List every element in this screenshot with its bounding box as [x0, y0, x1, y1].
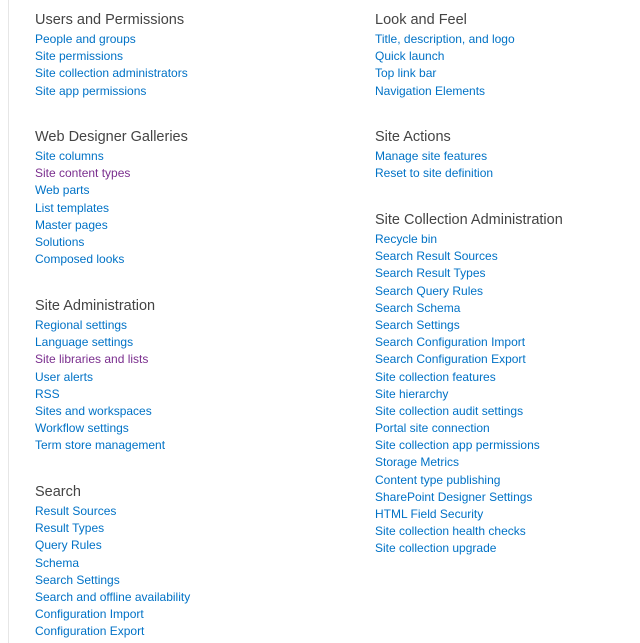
link-regional-settings[interactable]: Regional settings [35, 318, 128, 332]
link-search-schema[interactable]: Search Schema [375, 300, 461, 315]
link-search-configuration-import[interactable]: Search Configuration Import [375, 335, 526, 350]
link-item [375, 265, 635, 282]
link-workflow-settings[interactable]: Workflow settings [35, 421, 129, 436]
page-left-border [8, 0, 9, 643]
link-schema[interactable]: Schema [35, 555, 80, 570]
link-manage-site-features[interactable]: Manage site features [375, 149, 488, 163]
link-item [35, 351, 335, 368]
link-configuration-import[interactable]: Configuration Import [35, 607, 144, 622]
link-site-collection-upgrade[interactable]: Site collection upgrade [375, 541, 497, 556]
link-list-site-actions [375, 148, 635, 182]
link-site-collection-health-checks[interactable]: Site collection health checks [375, 524, 526, 539]
link-user-alerts[interactable]: User alerts [35, 369, 94, 384]
link-site-app-permissions[interactable]: Site app permissions [35, 83, 147, 98]
link-composed-looks[interactable]: Composed looks [35, 252, 125, 267]
link-site-hierarchy[interactable]: Site hierarchy [375, 386, 449, 401]
link-item [35, 31, 335, 48]
link-query-rules[interactable]: Query Rules [35, 538, 102, 553]
link-item [375, 403, 635, 420]
link-recycle-bin[interactable]: Recycle bin [375, 232, 438, 246]
link-configuration-export[interactable]: Configuration Export [35, 624, 145, 639]
link-item [35, 589, 335, 606]
link-item [375, 165, 635, 182]
link-rss[interactable]: RSS [35, 386, 60, 401]
link-list-users-and-permissions [35, 31, 335, 100]
section-title-web-designer-galleries: Web Designer Galleries [35, 129, 188, 145]
section-site-actions [375, 128, 635, 182]
link-result-sources[interactable]: Result Sources [35, 504, 117, 518]
link-item [35, 437, 335, 454]
link-item [35, 520, 335, 537]
link-item [35, 572, 335, 589]
link-search-query-rules[interactable]: Search Query Rules [375, 283, 484, 298]
link-site-permissions[interactable]: Site permissions [35, 49, 124, 64]
link-item [375, 248, 635, 265]
link-item [35, 234, 335, 251]
link-item [35, 555, 335, 572]
link-site-collection-app-permissions[interactable]: Site collection app permissions [375, 438, 540, 453]
link-list-site-collection-administration [375, 231, 635, 558]
link-language-settings[interactable]: Language settings [35, 335, 134, 350]
link-list-search [35, 503, 335, 641]
link-web-parts[interactable]: Web parts [35, 183, 90, 198]
section-look-and-feel [375, 11, 635, 100]
link-term-store-management[interactable]: Term store management [35, 438, 166, 453]
link-portal-site-connection[interactable]: Portal site connection [375, 421, 490, 436]
link-item [35, 83, 335, 100]
link-quick-launch[interactable]: Quick launch [375, 49, 445, 64]
link-sites-and-workspaces[interactable]: Sites and workspaces [35, 403, 152, 418]
link-storage-metrics[interactable]: Storage Metrics [375, 455, 460, 470]
link-search-and-offline-availability[interactable]: Search and offline availability [35, 589, 191, 604]
link-list-look-and-feel [375, 31, 635, 100]
link-solutions[interactable]: Solutions [35, 234, 85, 249]
link-item [35, 165, 335, 182]
link-item [375, 369, 635, 386]
link-item [375, 317, 635, 334]
link-item [35, 251, 335, 268]
link-search-configuration-export[interactable]: Search Configuration Export [375, 352, 526, 367]
link-site-libraries-and-lists[interactable]: Site libraries and lists [35, 352, 149, 367]
link-result-types[interactable]: Result Types [35, 521, 105, 536]
link-item [375, 437, 635, 454]
link-people-and-groups[interactable]: People and groups [35, 32, 136, 46]
link-item [375, 83, 635, 100]
link-item [35, 317, 335, 334]
link-item [375, 31, 635, 48]
link-item [375, 420, 635, 437]
link-item [35, 217, 335, 234]
link-item [375, 334, 635, 351]
link-site-collection-administrators[interactable]: Site collection administrators [35, 66, 188, 81]
link-search-settings[interactable]: Search Settings [35, 572, 120, 587]
link-item [35, 334, 335, 351]
link-item [35, 623, 335, 640]
link-item [35, 403, 335, 420]
link-item [375, 523, 635, 540]
section-title-search: Search [35, 484, 81, 500]
link-item [375, 48, 635, 65]
link-item [35, 200, 335, 217]
link-html-field-security[interactable]: HTML Field Security [375, 507, 484, 521]
link-list-site-administration [35, 317, 335, 455]
section-title-site-collection-administration: Site Collection Administration [375, 212, 563, 228]
link-item [375, 148, 635, 165]
link-item [375, 506, 635, 523]
link-item [35, 537, 335, 554]
link-site-columns[interactable]: Site columns [35, 149, 104, 163]
section-title-site-actions: Site Actions [375, 129, 451, 145]
section-users-and-permissions [35, 11, 335, 100]
link-item [35, 182, 335, 199]
section-title-users-and-permissions: Users and Permissions [35, 12, 185, 28]
link-site-collection-audit-settings[interactable]: Site collection audit settings [375, 403, 524, 418]
link-search-result-sources[interactable]: Search Result Sources [375, 249, 498, 264]
link-item [35, 148, 335, 165]
link-item [375, 540, 635, 557]
link-top-link-bar[interactable]: Top link bar [375, 66, 437, 81]
section-search [35, 483, 335, 641]
link-item [375, 489, 635, 506]
link-list-templates[interactable]: List templates [35, 200, 110, 215]
link-item [375, 65, 635, 82]
section-site-collection-administration [375, 211, 635, 558]
link-site-collection-features[interactable]: Site collection features [375, 369, 496, 384]
link-item [375, 386, 635, 403]
section-web-designer-galleries [35, 128, 335, 268]
link-item [35, 503, 335, 520]
link-item [35, 48, 335, 65]
link-search-result-types[interactable]: Search Result Types [375, 266, 486, 281]
link-content-type-publishing[interactable]: Content type publishing [375, 472, 501, 487]
link-item [375, 454, 635, 471]
link-search-settings[interactable]: Search Settings [375, 317, 460, 332]
link-navigation-elements[interactable]: Navigation Elements [375, 83, 486, 98]
link-item [375, 472, 635, 489]
link-list-web-designer-galleries [35, 148, 335, 268]
link-item [35, 386, 335, 403]
link-item [35, 369, 335, 386]
link-item [375, 351, 635, 368]
link-item [375, 300, 635, 317]
section-site-administration [35, 297, 335, 455]
link-item [35, 606, 335, 623]
link-item [35, 65, 335, 82]
link-reset-to-site-definition[interactable]: Reset to site definition [375, 166, 494, 181]
link-sharepoint-designer-settings[interactable]: SharePoint Designer Settings [375, 489, 533, 504]
link-item [375, 283, 635, 300]
link-item [35, 420, 335, 437]
section-title-look-and-feel: Look and Feel [375, 12, 467, 28]
section-title-site-administration: Site Administration [35, 298, 156, 314]
link-master-pages[interactable]: Master pages [35, 217, 108, 232]
link-title-description-and-logo[interactable]: Title, description, and logo [375, 32, 515, 46]
link-site-content-types[interactable]: Site content types [35, 166, 131, 181]
link-item [375, 231, 635, 248]
